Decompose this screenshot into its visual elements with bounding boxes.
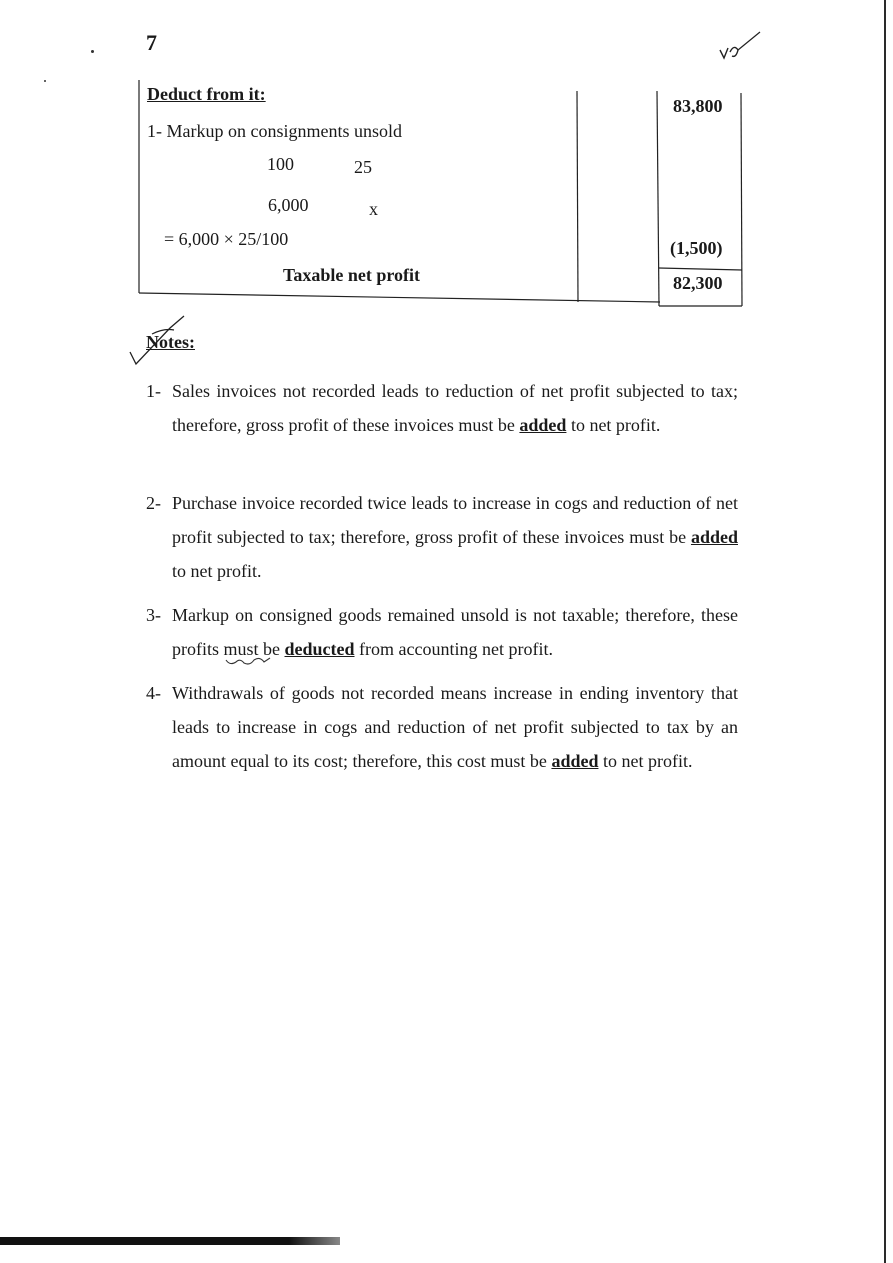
ratio-cell: 100	[267, 154, 294, 174]
scan-edge-line	[884, 0, 886, 1263]
notes-heading: Notes:	[146, 332, 195, 352]
note-number: 1-	[146, 381, 161, 401]
amount-before-deduction: 83,800	[673, 96, 723, 116]
note-keyword: added	[519, 415, 567, 435]
note-item	[146, 486, 738, 588]
note-number: 2-	[146, 493, 161, 513]
note-text: Sales invoices not recorded leads to reduction of net profit subjected to tax; therefore, gross profit of these invoices must be added to net profit.	[172, 381, 738, 435]
total-label: Taxable net profit	[283, 265, 421, 285]
ratio-cell: 25	[354, 157, 372, 177]
note-item	[146, 676, 738, 778]
scan-speck	[44, 80, 46, 82]
handwritten-checkmark-icon	[712, 28, 762, 64]
note-number: 4-	[146, 683, 161, 703]
ratio-cell: x	[369, 199, 378, 219]
amount-deduction: (1,500)	[670, 238, 723, 258]
handwritten-annotation-icon	[224, 654, 274, 668]
scan-bottom-bar	[0, 1237, 340, 1245]
note-text: Markup on consigned goods remained unsold is not taxable; therefore, these profits must be deducted from accounting net profit.	[172, 605, 738, 659]
note-keyword: added	[690, 527, 738, 547]
scan-speck	[91, 50, 94, 53]
amount-total: 82,300	[673, 273, 723, 293]
page-number: 7	[146, 30, 157, 55]
note-number: 3-	[146, 605, 161, 625]
note-text: Withdrawals of goods not recorded means increase in ending inventory that leads to increase in cogs and reduction of net profit subjected to tax by an amount equal to its cost; therefore, this cost must be added to net profit.	[172, 683, 738, 771]
formula-line: = 6,000 × 25/100	[164, 229, 289, 249]
note-keyword: deducted	[284, 639, 355, 659]
note-keyword: added	[551, 751, 599, 771]
markup-line: 1- Markup on consignments unsold	[147, 121, 402, 141]
ratio-cell: 6,000	[268, 195, 309, 215]
note-item	[146, 374, 738, 442]
deduct-heading: Deduct from it:	[147, 84, 266, 104]
note-text: Purchase invoice recorded twice leads to increase in cogs and reduction of net profit subjected to tax; therefore, gross profit of these invoices must be added to net profit.	[172, 493, 738, 581]
